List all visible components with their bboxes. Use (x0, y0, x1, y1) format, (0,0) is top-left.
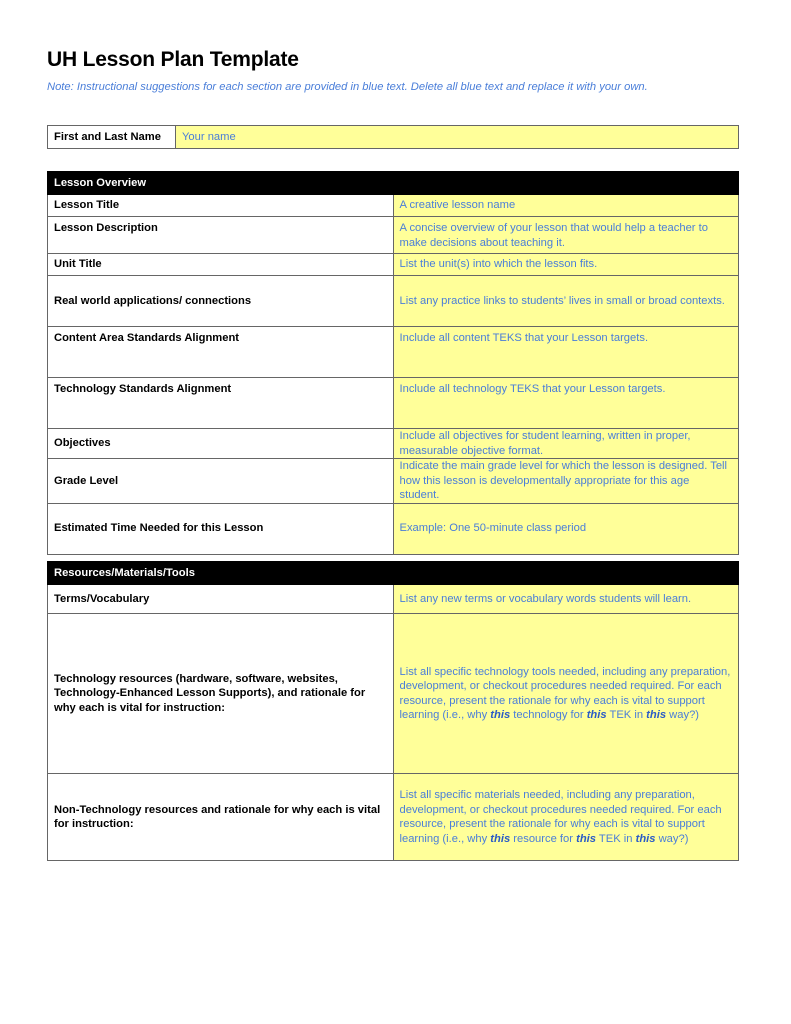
lesson-overview-table (47, 171, 739, 555)
technology-standards-field[interactable]: Include all technology TEKS that your Lesson targets. (393, 378, 739, 429)
resources-table (47, 561, 739, 861)
table-row (48, 614, 739, 774)
real-world-applications-label: Real world applications/ connections (48, 276, 394, 327)
table-row (48, 378, 739, 429)
estimated-time-field[interactable]: Example: One 50-minute class period (393, 503, 739, 554)
table-row (48, 195, 739, 217)
non-technology-resources-text: resource for (510, 832, 577, 845)
instruction-note: Note: Instructional suggestions for each section are provided in blue text. Delete all blue text and replace it with your own. (47, 81, 648, 93)
objectives-field[interactable]: Include all objectives for student learning, written in proper, measurable objective format. (393, 429, 739, 459)
name-row (48, 126, 739, 149)
content-standards-label: Content Area Standards Alignment (48, 327, 394, 378)
lesson-description-field[interactable]: A concise overview of your lesson that would help a teacher to make decisions about teaching it. (393, 217, 739, 254)
name-table (47, 125, 739, 149)
technology-resources-label: Technology resources (hardware, software, websites, Technology-Enhanced Lesson Supports), and rationale for why each is vital for instruction: (48, 614, 394, 774)
non-technology-resources-text: TEK in (596, 832, 636, 845)
lesson-overview-heading: Lesson Overview (48, 172, 739, 195)
lesson-overview-header-row (48, 172, 739, 195)
estimated-time-label: Estimated Time Needed for this Lesson (48, 503, 394, 554)
table-row (48, 459, 739, 504)
lesson-title-field[interactable]: A creative lesson name (393, 195, 739, 217)
technology-resources-text: TEK in (606, 709, 647, 721)
content-standards-field[interactable]: Include all content TEKS that your Lesson targets. (393, 327, 739, 378)
resources-heading: Resources/Materials/Tools (48, 562, 739, 585)
non-technology-resources-label: Non-Technology resources and rationale for why each is vital for instruction: (48, 774, 394, 861)
emphasis-this: this (576, 832, 596, 845)
table-row (48, 585, 739, 614)
emphasis-this: this (490, 832, 511, 845)
non-technology-resources-text: way?) (655, 832, 689, 845)
technology-standards-label: Technology Standards Alignment (48, 378, 394, 429)
grade-level-field[interactable]: Indicate the main grade level for which the lesson is designed. Tell how this lesson is developmentally appropriate for this age student. (393, 459, 739, 504)
name-field[interactable]: Your name (176, 126, 739, 149)
real-world-applications-field[interactable]: List any practice links to students’ lives in small or broad contexts. (393, 276, 739, 327)
grade-level-label: Grade Level (48, 459, 394, 504)
table-row (48, 327, 739, 378)
technology-resources-text: technology for (510, 709, 587, 721)
unit-title-label: Unit Title (48, 254, 394, 276)
unit-title-field[interactable]: List the unit(s) into which the lesson fits. (393, 254, 739, 276)
objectives-label: Objectives (48, 429, 394, 459)
table-row (48, 276, 739, 327)
table-row (48, 774, 739, 861)
table-row (48, 503, 739, 554)
technology-resources-text: List all specific technology tools needed, including any preparation, development, or checkout procedures needed required. For each resource, present the rationale for why each is vital to support learning (i.e., why (399, 665, 731, 721)
name-label: First and Last Name (48, 126, 176, 149)
table-row (48, 429, 739, 459)
non-technology-resources-field[interactable] (393, 774, 739, 861)
terms-vocabulary-label: Terms/Vocabulary (48, 585, 394, 614)
lesson-title-label: Lesson Title (48, 195, 394, 217)
emphasis-this: this (586, 709, 607, 721)
table-row (48, 254, 739, 276)
technology-resources-text: way?) (666, 709, 700, 721)
page-title: UH Lesson Plan Template (47, 48, 299, 71)
emphasis-this: this (646, 709, 667, 721)
non-technology-resources-text: List all specific materials needed, including any preparation, development, or checkout procedures needed required. For each resource, present the rationale for why each is vital to support learning (i.e., why (399, 789, 722, 845)
emphasis-this: this (635, 832, 656, 845)
resources-header-row (48, 562, 739, 585)
technology-resources-field[interactable] (393, 614, 739, 774)
terms-vocabulary-field[interactable]: List any new terms or vocabulary words students will learn. (393, 585, 739, 614)
emphasis-this: this (490, 709, 511, 721)
table-row (48, 217, 739, 254)
lesson-description-label: Lesson Description (48, 217, 394, 254)
